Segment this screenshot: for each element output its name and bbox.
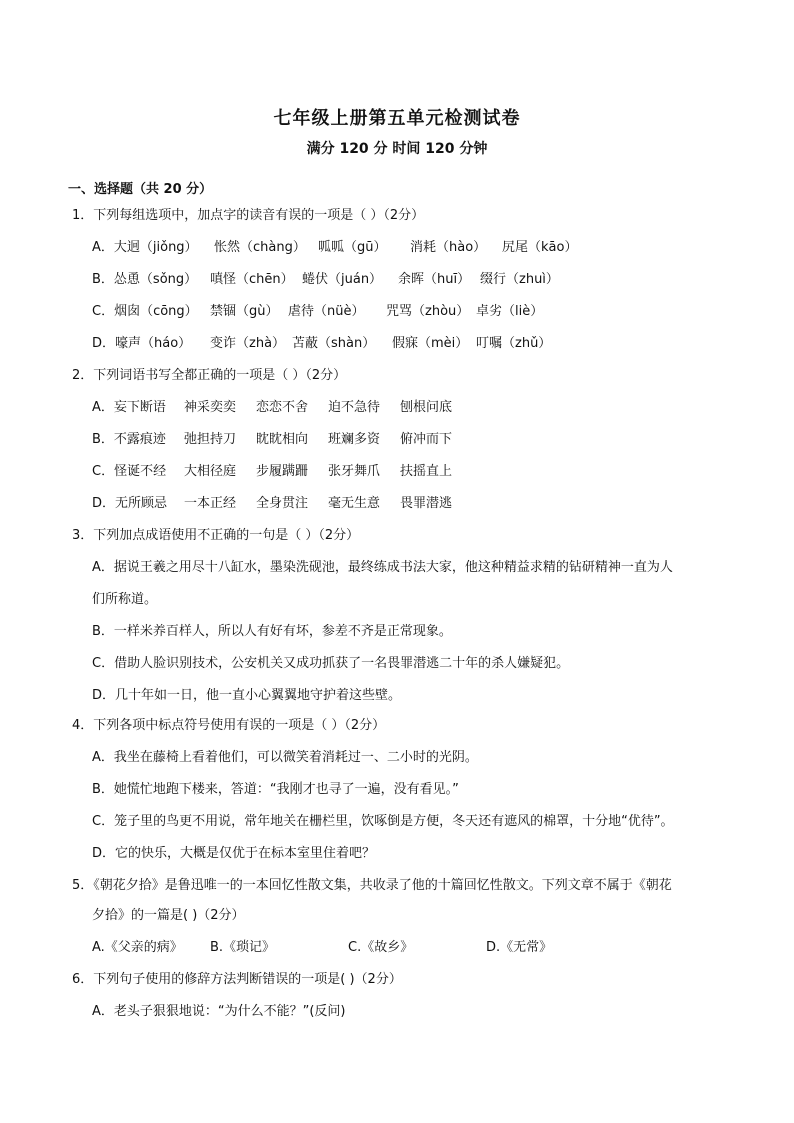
option-cell: C.《故乡》 — [348, 940, 414, 955]
section-heading: 一、选择题（共 20 分） — [68, 182, 213, 197]
option-cell: 全身贯注 — [256, 496, 309, 511]
option-cell: 俯冲而下 — [400, 432, 453, 447]
option-cell: 毫无生意 — [328, 496, 381, 511]
option-cell: D．嚎声（háo） — [92, 336, 192, 351]
option-cell: 眈眈相向 — [256, 432, 309, 447]
option-cell: 神采奕奕 — [184, 400, 237, 415]
question-4-option-b: B．她慌忙地跑下楼来，答道：“我刚才也寻了一遍，没有看见。” — [92, 782, 459, 797]
question-4-option-a: A．我坐在藤椅上看着他们，可以微笑着消耗过一、二小时的光阴。 — [92, 750, 478, 765]
question-4-option-c: C．笼子里的鸟更不用说，常年地关在栅栏里，饮啄倒是方便，冬天还有遮风的棉罩，十分地“优待”。 — [92, 814, 674, 829]
question-4-stem: 4．下列各项中标点符号使用有误的一项是（ ）（2分） — [72, 718, 386, 733]
option-cell: 怅然（chàng） — [214, 240, 306, 255]
question-3-option-d: D．几十年如一日，他一直小心翼翼地守护着这些壁。 — [92, 688, 402, 703]
option-cell: B.《琐记》 — [210, 940, 276, 955]
option-cell: 禁锢（gù） — [210, 304, 279, 319]
option-cell: A.《父亲的病》 — [92, 940, 183, 955]
option-cell: 张牙舞爪 — [328, 464, 381, 479]
question-5-stem: 5．《朝花夕拾》是鲁迅唯一的一本回忆性散文集，共收录了他的十篇回忆性散文。下列文章不属于《朝花 — [72, 878, 672, 893]
option-cell: 大相径庭 — [184, 464, 237, 479]
question-4-option-d: D．它的快乐，大概是仅优于在标本室里住着吧？ — [92, 846, 376, 861]
question-2-stem: 2．下列词语书写全都正确的一项是（ ）（2分） — [72, 368, 347, 383]
option-cell: 刨根问底 — [400, 400, 453, 415]
option-cell: 畏罪潜逃 — [400, 496, 453, 511]
question-5-stem-continued: 夕拾》的一篇是( )（2分） — [92, 908, 245, 923]
question-6-stem: 6．下列句子使用的修辞方法判断错误的一项是( )（2分） — [72, 972, 402, 987]
option-cell: 班斓多资 — [328, 432, 381, 447]
option-cell: 卓劣（liè） — [476, 304, 544, 319]
question-3-option-a: A．据说王羲之用尽十八缸水，墨染洗砚池，最终练成书法大家，他这种精益求精的钻研精神一直为人 — [92, 560, 673, 575]
question-6-option-a: A．老头子狠狠地说：“为什么不能？”(反问) — [92, 1004, 346, 1019]
question-3-option-b: B．一样米养百样人，所以人有好有坏，参差不齐是正常现象。 — [92, 624, 452, 639]
option-cell: 蜷伏（juán） — [302, 272, 383, 287]
option-cell: 咒骂（zhòu） — [386, 304, 470, 319]
option-cell: 假寐（mèi） — [392, 336, 469, 351]
option-cell: A．大迥（jiǒng） — [92, 240, 198, 255]
option-cell: 弛担持刀 — [184, 432, 237, 447]
option-cell: B．不露痕迹 — [92, 432, 166, 447]
option-cell: 缀行（zhuì） — [480, 272, 559, 287]
question-1-stem: 1．下列每组选项中，加点字的读音有误的一项是（ ）（2分） — [72, 208, 425, 223]
option-cell: 变诈（zhà） — [210, 336, 286, 351]
option-cell: 余晖（huī） — [398, 272, 471, 287]
option-cell: D.《无常》 — [486, 940, 553, 955]
option-cell: 扶摇直上 — [400, 464, 453, 479]
option-cell: 步履蹒跚 — [256, 464, 309, 479]
option-cell: 叮嘱（zhǔ） — [476, 336, 552, 351]
option-cell: 虐待（nüè） — [288, 304, 365, 319]
page-subtitle: 满分 120 分 时间 120 分钟 — [306, 141, 488, 157]
option-cell: A．妄下断语 — [92, 400, 166, 415]
option-cell: B．怂恿（sǒng） — [92, 272, 198, 287]
option-cell: 恋恋不舍 — [256, 400, 309, 415]
option-cell: 消耗（hào） — [410, 240, 487, 255]
option-cell: 迫不急待 — [328, 400, 381, 415]
question-3-option-a-continued: 们所称道。 — [92, 592, 158, 607]
option-cell: 尻尾（kāo） — [502, 240, 578, 255]
question-3-stem: 3．下列加点成语使用不正确的一句是（ ）（2分） — [72, 528, 360, 543]
option-cell: D．无所顾忌 — [92, 496, 168, 511]
option-cell: 苫蔽（shàn） — [292, 336, 376, 351]
option-cell: 嗔怪（chēn） — [210, 272, 294, 287]
option-cell: C．怪诞不经 — [92, 464, 167, 479]
option-cell: 呱呱（gū） — [318, 240, 387, 255]
question-3-option-c: C．借助人脸识别技术，公安机关又成功抓获了一名畏罪潜逃二十年的杀人嫌疑犯。 — [92, 656, 570, 671]
page-title: 七年级上册第五单元检测试卷 — [273, 108, 521, 129]
option-cell: C．烟囱（cōng） — [92, 304, 198, 319]
option-cell: 一本正经 — [184, 496, 237, 511]
